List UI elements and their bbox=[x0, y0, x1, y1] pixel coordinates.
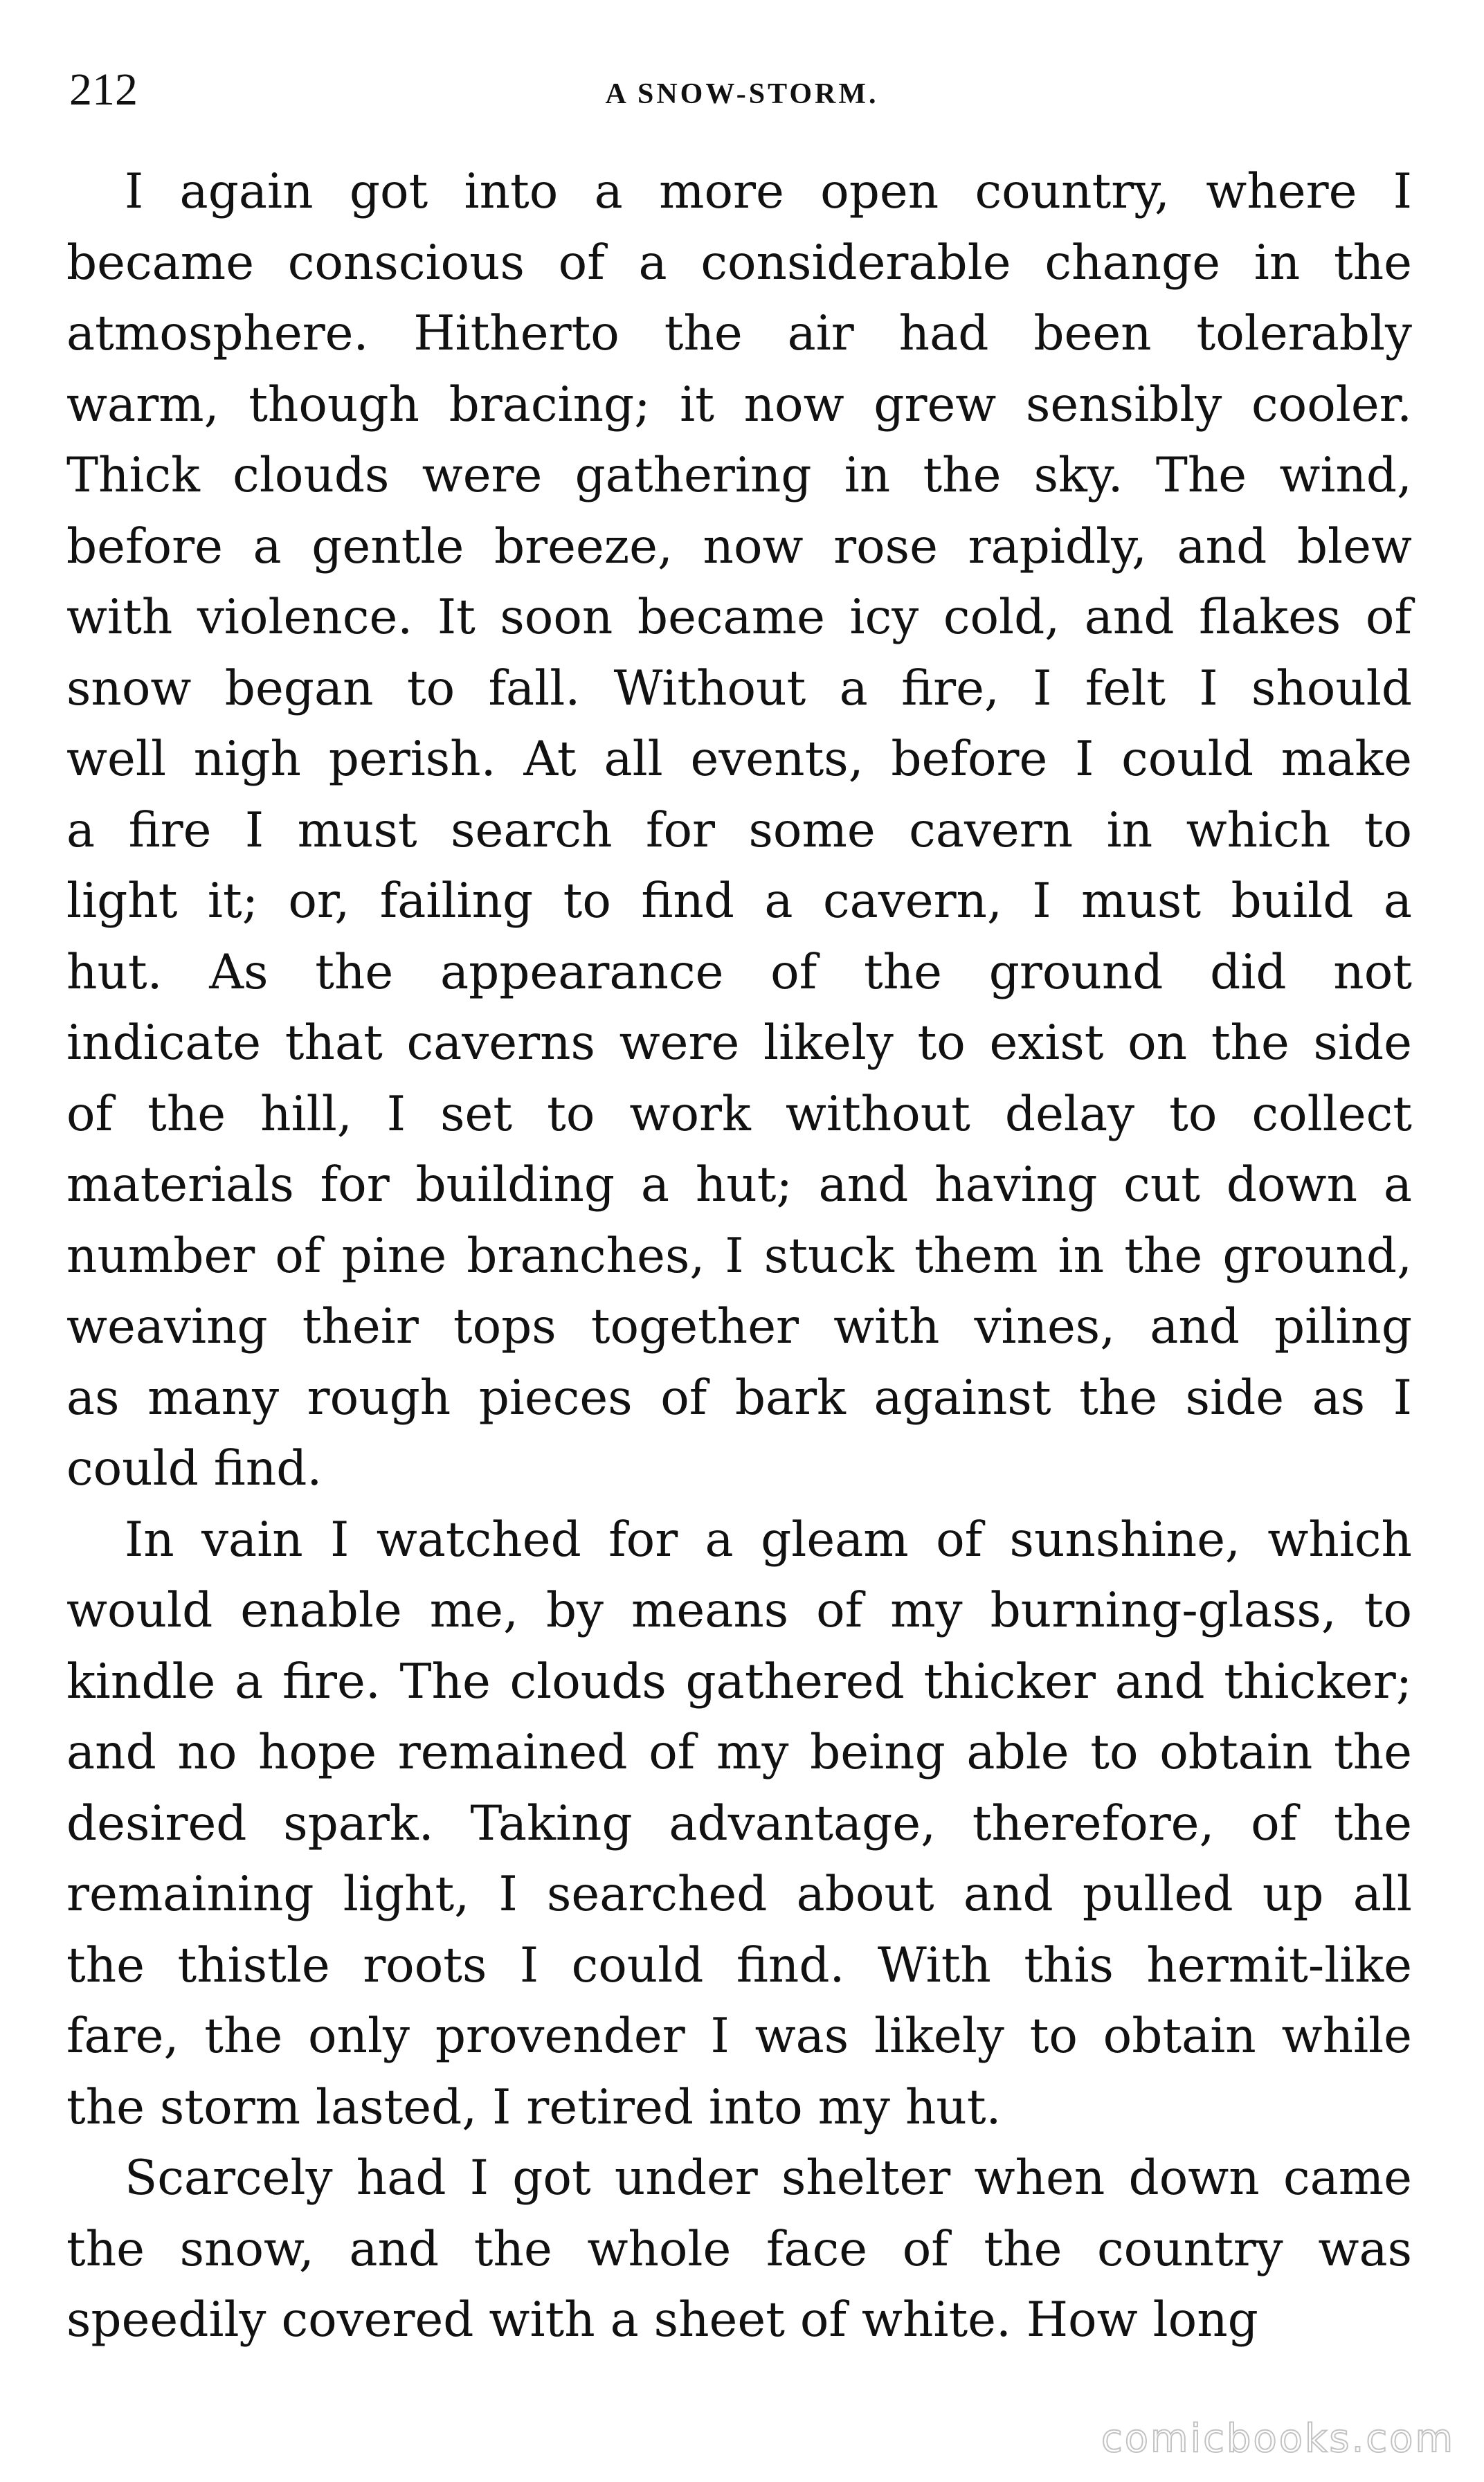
text-line: light it; or, failing to find a cavern, I must build a bbox=[66, 873, 1412, 929]
text-line: Scarcely had I got under shelter when down came bbox=[125, 2150, 1412, 2206]
text-line: became conscious of a considerable change in the bbox=[66, 235, 1412, 291]
text-line: the storm lasted, I retired into my hut. bbox=[66, 2079, 1002, 2135]
text-line: Thick clouds were gathering in the sky. The wind, bbox=[66, 448, 1412, 503]
text-line: and no hope remained of my being able to obtain the bbox=[66, 1725, 1412, 1780]
paragraph bbox=[66, 2143, 1412, 2356]
paragraph bbox=[66, 1505, 1412, 2144]
body-text bbox=[66, 156, 1412, 2356]
text-line: atmosphere. Hitherto the air had been tolerably bbox=[66, 306, 1412, 361]
text-line: fare, the only provender I was likely to obtain while bbox=[66, 2009, 1412, 2064]
running-head: A SNOW-STORM. bbox=[605, 78, 879, 110]
text-line: snow began to fall. Without a fire, I felt I should bbox=[66, 660, 1412, 716]
text-line: weaving their tops together with vines, and piling bbox=[66, 1299, 1412, 1355]
text-line: remaining light, I searched about and pulled up all bbox=[66, 1867, 1412, 1922]
paragraph bbox=[66, 156, 1412, 1505]
text-line: indicate that caverns were likely to exist on the side bbox=[66, 1015, 1412, 1071]
text-line: the snow, and the whole face of the country was bbox=[66, 2221, 1412, 2277]
text-line: kindle a fire. The clouds gathered thicker and thicker; bbox=[66, 1654, 1412, 1710]
text-line: as many rough pieces of bark against the side as I bbox=[66, 1370, 1412, 1426]
text-line: a fire I must search for some cavern in which to bbox=[66, 802, 1412, 858]
text-line: speedily covered with a sheet of white. How long bbox=[66, 2292, 1258, 2348]
text-line: hut. As the appearance of the ground did not bbox=[66, 944, 1412, 1000]
text-line: would enable me, by means of my burning-glass, to bbox=[66, 1583, 1412, 1638]
text-line: the thistle roots I could find. With this hermit-like bbox=[66, 1937, 1412, 1993]
text-line: could find. bbox=[66, 1441, 323, 1496]
text-line: warm, though bracing; it now grew sensibly cooler. bbox=[66, 377, 1412, 433]
text-line: desired spark. Taking advantage, therefore, of the bbox=[66, 1795, 1412, 1851]
text-line: of the hill, I set to work without delay to collect bbox=[66, 1086, 1412, 1142]
page-header bbox=[69, 48, 1415, 132]
text-line: well nigh perish. At all events, before I could make bbox=[66, 732, 1412, 787]
page-number: 212 bbox=[69, 64, 138, 115]
text-line: In vain I watched for a gleam of sunshine, which bbox=[125, 1512, 1412, 1568]
text-line: materials for building a hut; and having cut down a bbox=[66, 1157, 1412, 1213]
text-line: with violence. It soon became icy cold, and flakes of bbox=[66, 590, 1412, 645]
text-line: number of pine branches, I stuck them in the ground, bbox=[66, 1228, 1412, 1284]
text-line: before a gentle breeze, now rose rapidly, and blew bbox=[66, 518, 1412, 574]
watermark-logo: comicbooks.com bbox=[1101, 2416, 1455, 2461]
text-line: I again got into a more open country, where I bbox=[125, 164, 1412, 219]
